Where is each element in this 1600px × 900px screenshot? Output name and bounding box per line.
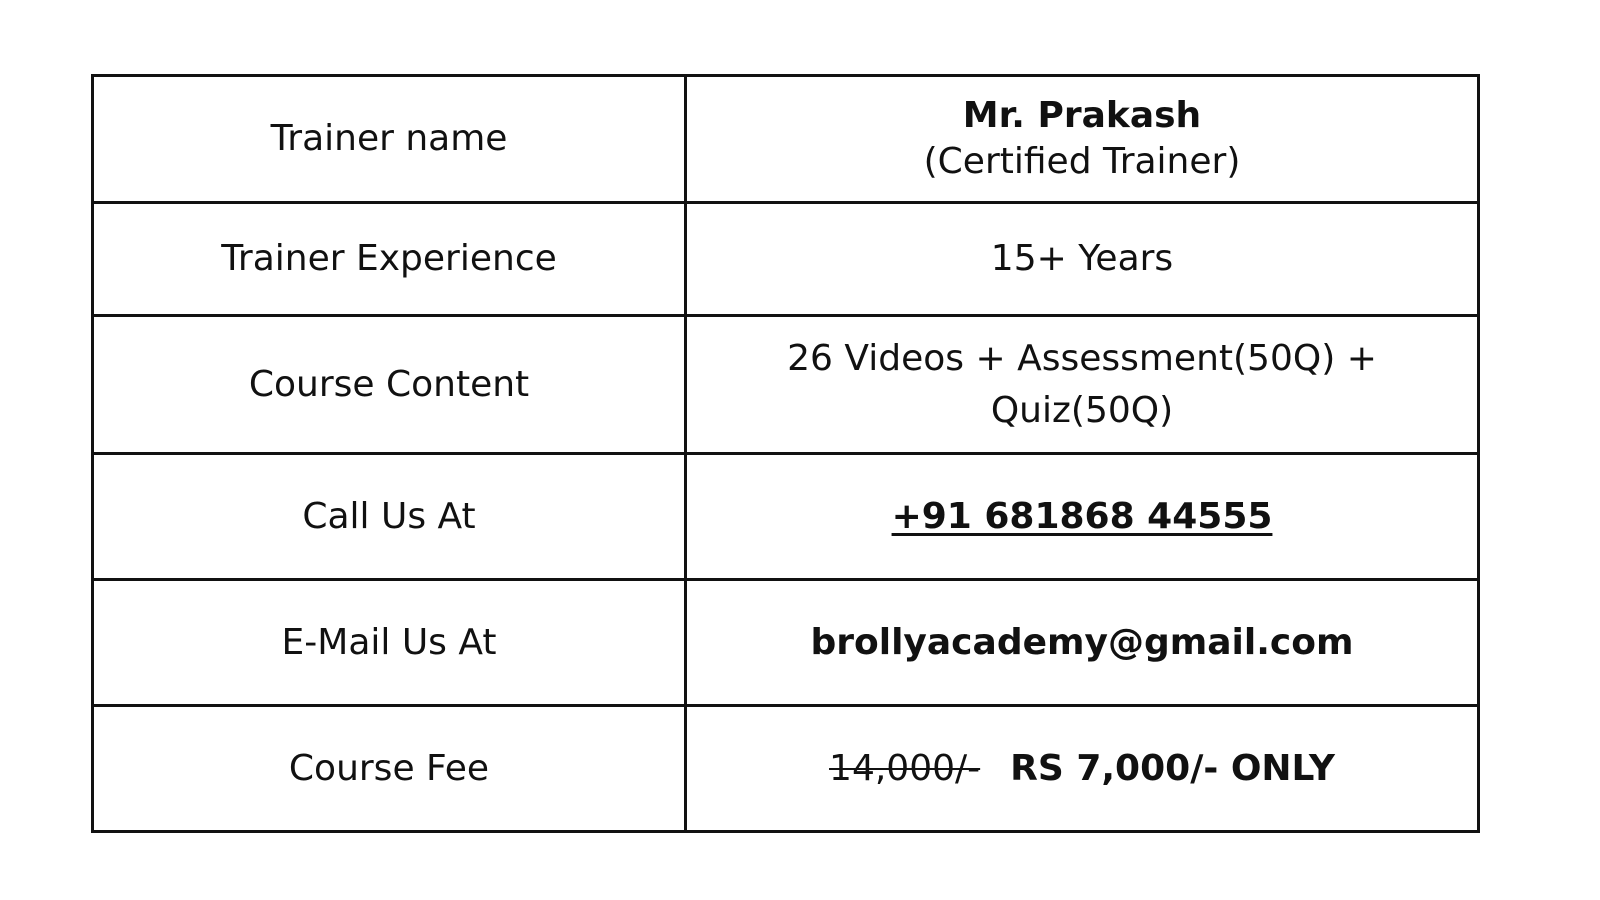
trainer-certification: (Certified Trainer): [923, 141, 1241, 182]
table-row-email: [93, 580, 1479, 706]
discount-price: RS 7,000/- ONLY: [1010, 747, 1335, 789]
call-label: Call Us At: [93, 454, 686, 580]
course-fee-label: Course Fee: [93, 706, 686, 832]
fee-wrap: [829, 746, 1335, 792]
old-price: 14,000/-: [829, 747, 981, 789]
email-address[interactable]: brollyacademy@gmail.com: [810, 621, 1354, 663]
trainer-name-label: Trainer name: [93, 76, 686, 203]
table-row-call: [93, 454, 1479, 580]
call-cell: [686, 454, 1479, 580]
experience-value: 15+ Years: [686, 203, 1479, 316]
course-info-table: [91, 74, 1480, 833]
trainer-name-value: [686, 76, 1479, 203]
email-label: E-Mail Us At: [93, 580, 686, 706]
email-cell: [686, 580, 1479, 706]
course-fee-cell: [686, 706, 1479, 832]
trainer-name: Mr. Prakash: [962, 95, 1202, 136]
table-row-course-content: [93, 316, 1479, 454]
table-row-experience: [93, 203, 1479, 316]
table-row-trainer-name: [93, 76, 1479, 203]
experience-label: Trainer Experience: [93, 203, 686, 316]
course-content-label: Course Content: [93, 316, 686, 454]
phone-link[interactable]: +91 681868 44555: [891, 495, 1273, 537]
course-content-value: 26 Videos + Assessment(50Q) + Quiz(50Q): [787, 337, 1377, 431]
course-content-cell: [686, 316, 1479, 454]
table-row-course-fee: [93, 706, 1479, 832]
